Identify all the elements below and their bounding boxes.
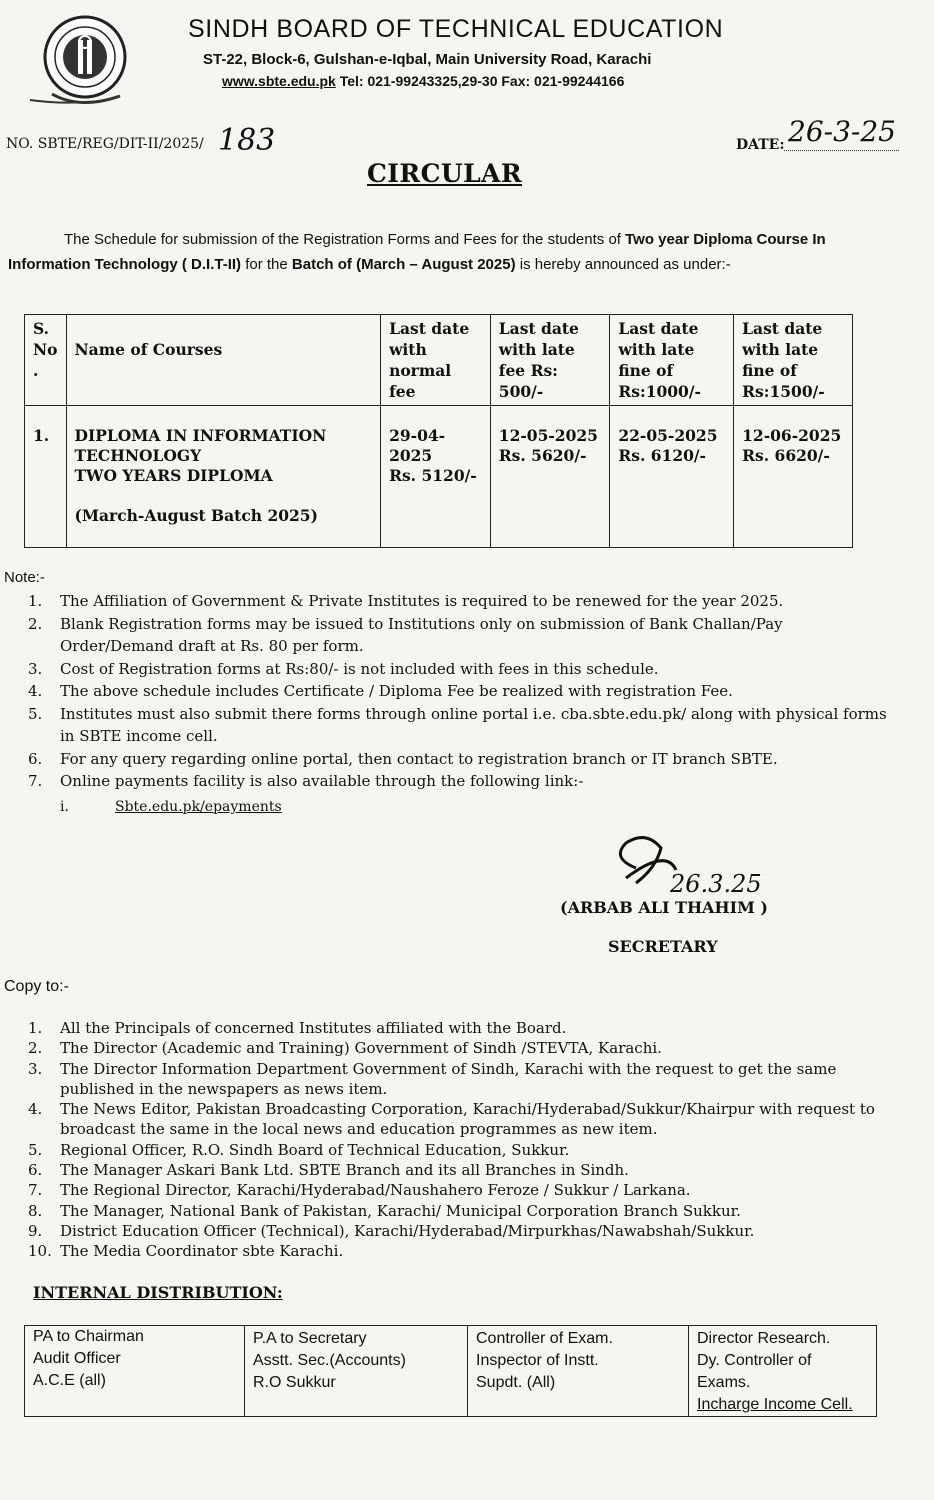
copy-to-item-text: The Manager, National Bank of Pakistan, Karachi/ Municipal Corporation Branch Sukkur. (60, 1201, 741, 1220)
copy-to-item-text: The Director Information Department Government of Sindh, Karachi with the request to get the same published in the newspapers as news item. (60, 1059, 837, 1098)
notes-title: Note:- (4, 569, 45, 586)
copy-to-item-number: 5. (28, 1140, 43, 1159)
note-item-number: 3. (28, 659, 43, 678)
late1000-fee: Rs. 6120/- (618, 446, 706, 465)
phone-fax: Tel: 021-99243325,29-30 Fax: 021-99244166 (335, 73, 625, 89)
note-item-number: 2. (28, 614, 43, 633)
late500-fee: Rs. 5620/- (498, 446, 587, 465)
note-item-text: Cost of Registration forms at Rs:80/- is not included with fees in this schedule. (60, 659, 659, 678)
sbte-logo (20, 14, 170, 106)
distribution-col-2 (245, 1326, 468, 1417)
signatory-designation: SECRETARY (608, 937, 718, 956)
table-header-row (25, 315, 853, 406)
distribution-row (25, 1326, 877, 1417)
distribution-col-4 (689, 1326, 877, 1417)
intro-part3: is hereby announced as under:- (515, 256, 731, 273)
late500-date: 12-05-2025 (498, 426, 598, 445)
header-sno: S. No . (25, 315, 67, 406)
distribution-item: Dy. Controller of Exams. (697, 1352, 812, 1391)
date-underline (784, 150, 899, 151)
distribution-item: Incharge Income Cell. (697, 1396, 853, 1413)
copy-to-item-number: 1. (28, 1019, 43, 1037)
copy-to-item-text: The Regional Director, Karachi/Hyderabad/Naushahero Feroze / Sukkur / Larkana. (60, 1181, 691, 1200)
row-normal-fee (381, 406, 491, 548)
note-item (28, 590, 888, 613)
distribution-item: P.A to Secretary (253, 1330, 367, 1347)
organization-contact (222, 72, 624, 90)
note-item-number: 1. (28, 592, 43, 610)
copy-to-item (28, 1038, 898, 1058)
website-link[interactable]: www.sbte.edu.pk (222, 73, 336, 89)
note-item-number: 5. (28, 704, 43, 723)
header-late-fine-1500: Last date with late fine of Rs:1500/- (734, 315, 853, 406)
copy-to-item (28, 1160, 898, 1180)
copy-to-item-number: 4. (28, 1100, 43, 1119)
copy-to-item (28, 1059, 898, 1100)
note-item-text: The above schedule includes Certificate / Diploma Fee be realized with registration Fee. (60, 682, 733, 700)
late1500-fee: Rs. 6620/- (742, 446, 830, 465)
internal-distribution-table (24, 1325, 877, 1417)
copy-to-item-text: Regional Officer, R.O. Sindh Board of Technical Education, Sukkur. (60, 1140, 570, 1159)
note-item (28, 770, 888, 793)
copy-to-item (28, 1180, 898, 1200)
intro-part2: for the (241, 256, 292, 273)
distribution-item: PA to Chairman (33, 1328, 144, 1345)
reference-number-handwritten: 183 (218, 123, 276, 158)
note-item (28, 658, 888, 681)
sub-item-num: i. (60, 799, 69, 815)
signatory-name: (ARBAB ALI THAHIM ) (560, 898, 768, 917)
note-item-number: 6. (28, 749, 43, 768)
note-item (28, 680, 888, 703)
course-line-2: TECHNOLOGY (74, 446, 202, 465)
row-sno: 1. (25, 406, 67, 548)
copy-to-item-text: The Director (Academic and Training) Government of Sindh /STEVTA, Karachi. (60, 1039, 662, 1058)
copy-to-item (28, 1099, 898, 1140)
note-item (28, 613, 888, 658)
distribution-col-1 (25, 1326, 245, 1417)
copy-to-item-number: 9. (28, 1221, 43, 1240)
copy-to-title: Copy to:- (4, 978, 69, 995)
copy-to-item-number: 6. (28, 1161, 43, 1180)
late1500-date: 12-06-2025 (742, 426, 842, 445)
intro-course: Two year Diploma Course In Information Technology ( D.I.T-II) (8, 231, 826, 273)
copy-to-item (28, 1201, 898, 1221)
distribution-item: R.O Sukkur (253, 1374, 336, 1391)
copy-to-item (28, 1241, 898, 1261)
header-course-name: Name of Courses (66, 315, 381, 406)
copy-to-item (28, 1018, 898, 1038)
distribution-item: Asstt. Sec.(Accounts) (253, 1352, 406, 1369)
note-item-text: Online payments facility is also available through the following link:- (60, 772, 584, 790)
distribution-item: Director Research. (697, 1330, 831, 1347)
table-row (25, 406, 853, 548)
row-late-fee-500 (490, 406, 610, 548)
signature-mark (606, 828, 786, 900)
copy-to-item-number: 10. (28, 1242, 52, 1261)
note-item-text: Institutes must also submit there forms through online portal i.e. cba.sbte.edu.pk/ along with physical forms in SBTE income cell. (60, 704, 887, 745)
copy-to-item-text: District Education Officer (Technical), Karachi/Hyderabad/Mirpurkhas/Nawabshah/Sukkur. (60, 1221, 755, 1240)
distribution-item: Supdt. (All) (476, 1374, 556, 1391)
epayments-link[interactable]: Sbte.edu.pk/epayments (115, 799, 282, 815)
header-normal-fee: Last date with normal fee (381, 315, 491, 406)
normal-fee: Rs. 5120/- (389, 466, 477, 485)
distribution-col-3 (468, 1326, 689, 1417)
copy-to-item (28, 1140, 898, 1160)
course-line-3: TWO YEARS DIPLOMA (74, 466, 273, 485)
note-item (28, 703, 888, 748)
header-late-fine-1000: Last date with late fine of Rs:1000/- (610, 315, 734, 406)
distribution-item: A.C.E (all) (33, 1372, 106, 1389)
note-item-number: 4. (28, 682, 43, 700)
note-item-text: Blank Registration forms may be issued to Institutions only on submission of Bank Challan/Pay Order/Demand draft at Rs. 80 per form. (60, 614, 783, 655)
course-batch: (March-August Batch 2025) (74, 506, 318, 525)
date-handwritten: 26-3-25 (788, 115, 896, 148)
late1000-date: 22-05-2025 (618, 426, 718, 445)
copy-to-item-text: The News Editor, Pakistan Broadcasting Corporation, Karachi/Hyderabad/Sukkur/Khairpur with request to broadcast the same in the local news and education programmes as new item. (60, 1100, 875, 1139)
copy-to-item-number: 8. (28, 1201, 43, 1220)
note-item-number: 7. (28, 772, 43, 790)
row-late-fine-1000 (610, 406, 734, 548)
intro-part1: The Schedule for submission of the Registration Forms and Fees for the students of (64, 231, 626, 248)
distribution-item: Inspector of Instt. (476, 1352, 599, 1369)
copy-to-list (28, 1018, 898, 1262)
schedule-table (24, 314, 853, 548)
intro-batch: Batch of (March – August 2025) (291, 256, 516, 273)
intro-paragraph (8, 227, 888, 277)
course-line-1: DIPLOMA IN INFORMATION (74, 426, 327, 445)
internal-distribution-title: INTERNAL DISTRIBUTION: (33, 1283, 283, 1302)
organization-name: SINDH BOARD OF TECHNICAL EDUCATION (188, 15, 724, 43)
distribution-item: Controller of Exam. (476, 1330, 613, 1347)
reference-number-label: NO. SBTE/REG/DIT-II/2025/ (6, 136, 204, 152)
distribution-item: Audit Officer (33, 1350, 121, 1367)
row-course-name (66, 406, 381, 548)
copy-to-item-number: 2. (28, 1039, 43, 1058)
notes-list (28, 590, 888, 793)
organization-address: ST-22, Block-6, Gulshan-e-Iqbal, Main University Road, Karachi (203, 51, 652, 68)
copy-to-item-text: All the Principals of concerned Institutes affiliated with the Board. (60, 1019, 567, 1037)
note-item (28, 748, 888, 771)
copy-to-item-number: 3. (28, 1059, 43, 1078)
note-item-text: The Affiliation of Government & Private Institutes is required to be renewed for the year 2025. (60, 592, 784, 610)
signature-date: 26.3.25 (670, 870, 762, 898)
date-label: DATE: (736, 137, 785, 153)
page-title: CIRCULAR (367, 159, 523, 188)
copy-to-item-number: 7. (28, 1181, 43, 1200)
copy-to-item (28, 1221, 898, 1241)
copy-to-item-text: The Manager Askari Bank Ltd. SBTE Branch and its all Branches in Sindh. (60, 1161, 629, 1180)
header-late-fee-500: Last date with late fee Rs: 500/- (490, 315, 610, 406)
notes-sub-item (60, 797, 282, 817)
row-late-fine-1500 (734, 406, 853, 548)
note-item-text: For any query regarding online portal, then contact to registration branch or IT branch SBTE. (60, 749, 778, 768)
copy-to-item-text: The Media Coordinator sbte Karachi. (60, 1242, 344, 1261)
normal-date: 29-04-2025 (389, 426, 446, 465)
